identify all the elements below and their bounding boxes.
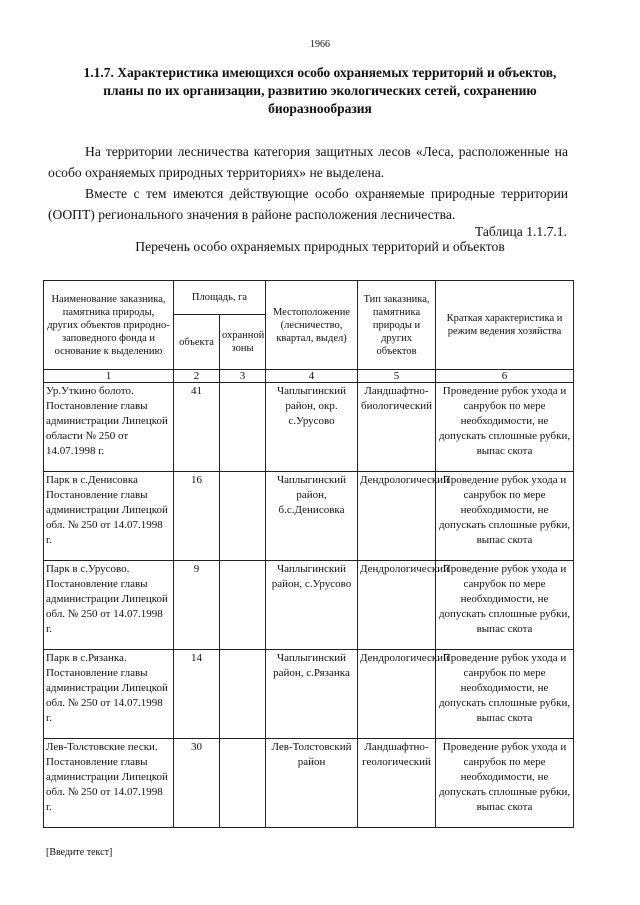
cell-location: Чаплыгинский район, с.Рязанка xyxy=(266,650,358,739)
cell-description: Проведение рубок ухода и санрубок по мере необходимости, не допускать сплошные рубки, выпас скота xyxy=(436,472,574,561)
table-caption: Перечень особо охраняемых природных территорий и объектов xyxy=(135,239,505,254)
cell-location: Лев-Толстовский район xyxy=(266,739,358,828)
cell-area-object: 41 xyxy=(174,383,220,472)
cell-name: Парк в с.Урусово. Постановление главы администрации Липецкой обл. № 250 от 14.07.1998 г. xyxy=(44,561,174,650)
cell-type: Ландшафтно-биологический xyxy=(358,383,436,472)
paragraph-2: Вместе с тем имеются действующие особо охраняемые природные территории (ООПТ) регионального значения в районе расположения лесничества. xyxy=(48,186,568,222)
section-title: 1.1.7. Характеристика имеющихся особо охраняемых территорий и объектов, планы по их организации, развитию экологических сетей, сохранению биоразнообразия xyxy=(83,65,557,116)
cell-area-zone xyxy=(220,739,266,828)
cell-area-object: 14 xyxy=(174,650,220,739)
cell-area-zone xyxy=(220,472,266,561)
protected-areas-table xyxy=(43,280,574,828)
paragraph-1: На территории лесничества категория защитных лесов «Леса, расположенные на особо охраняемых природных территориях» не выделена. xyxy=(48,144,568,180)
table-label: Таблица 1.1.7.1. xyxy=(474,224,567,239)
cell-area-object: 30 xyxy=(174,739,220,828)
cell-description: Проведение рубок ухода и санрубок по мере необходимости, не допускать сплошные рубки, выпас скота xyxy=(436,383,574,472)
cell-type: Дендрологический xyxy=(358,650,436,739)
column-number: 2 xyxy=(174,370,220,383)
column-number-row xyxy=(44,370,574,383)
header-area: Площадь, га xyxy=(174,281,266,315)
cell-name: Ур.Уткино болото. Постановление главы администрации Липецкой области № 250 от 14.07.1998 г. xyxy=(44,383,174,472)
cell-area-zone xyxy=(220,561,266,650)
table-row xyxy=(44,650,574,739)
cell-description: Проведение рубок ухода и санрубок по мере необходимости, не допускать сплошные рубки, выпас скота xyxy=(436,739,574,828)
table-row xyxy=(44,561,574,650)
header-location: Местоположение (лесничество, квартал, выдел) xyxy=(266,281,358,370)
column-number: 3 xyxy=(220,370,266,383)
column-number: 4 xyxy=(266,370,358,383)
cell-location: Чаплыгинский район, б.с.Денисовка xyxy=(266,472,358,561)
header-area-zone: охранной зоны xyxy=(220,315,266,370)
cell-area-zone xyxy=(220,650,266,739)
header-name: Наименование заказника, памятника природы, других объектов природно-заповедного фонда и основание к выделению xyxy=(44,281,174,370)
cell-area-object: 9 xyxy=(174,561,220,650)
table-row xyxy=(44,739,574,828)
header-area-object: объекта xyxy=(174,315,220,370)
cell-area-object: 16 xyxy=(174,472,220,561)
column-number: 5 xyxy=(358,370,436,383)
footer-placeholder: [Введите текст] xyxy=(46,847,113,858)
cell-type: Дендрологический xyxy=(358,472,436,561)
table-row xyxy=(44,472,574,561)
cell-description: Проведение рубок ухода и санрубок по мере необходимости, не допускать сплошные рубки, выпас скота xyxy=(436,650,574,739)
page-number: 1966 xyxy=(310,39,330,50)
cell-description: Проведение рубок ухода и санрубок по мере необходимости, не допускать сплошные рубки, выпас скота xyxy=(436,561,574,650)
cell-area-zone xyxy=(220,383,266,472)
cell-type: Дендрологический xyxy=(358,561,436,650)
cell-type: Ландшафтно-геологический xyxy=(358,739,436,828)
cell-name: Парк в с.Денисовка Постановление главы администрации Липецкой обл. № 250 от 14.07.1998 г. xyxy=(44,472,174,561)
header-description: Краткая характеристика и режим ведения хозяйства xyxy=(436,281,574,370)
column-number: 6 xyxy=(436,370,574,383)
header-type: Тип заказника, памятника природы и других объектов xyxy=(358,281,436,370)
table-row xyxy=(44,383,574,472)
cell-location: Чаплыгинский район, окр. с.Урусово xyxy=(266,383,358,472)
cell-name: Парк в с.Рязанка. Постановление главы администрации Липецкой обл. № 250 от 14.07.1998 г. xyxy=(44,650,174,739)
cell-name: Лев-Толстовские пески. Постановление главы администрации Липецкой обл. № 250 от 14.07.1998 г. xyxy=(44,739,174,828)
column-number: 1 xyxy=(44,370,174,383)
cell-location: Чаплыгинский район, с.Урусово xyxy=(266,561,358,650)
